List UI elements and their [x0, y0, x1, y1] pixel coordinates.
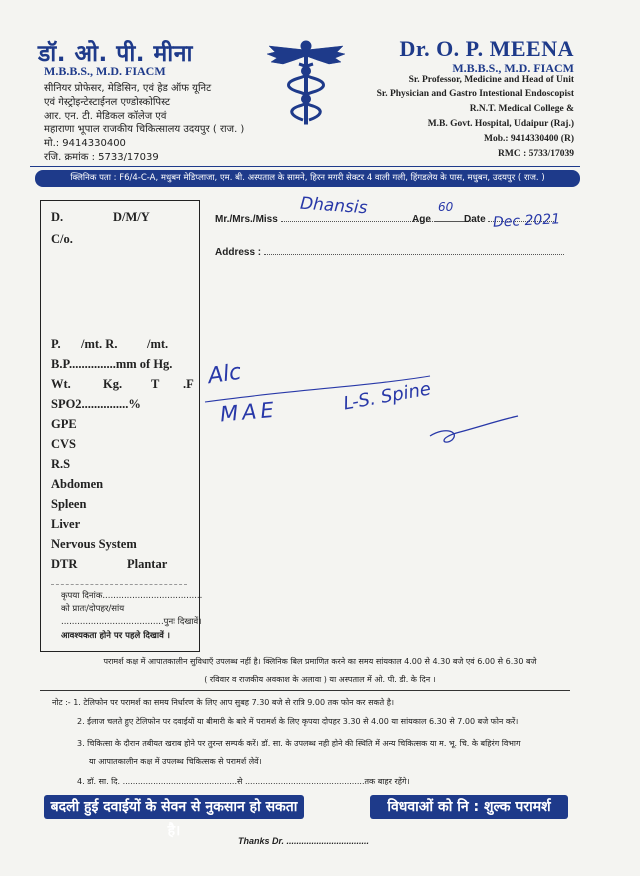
date-label: Date	[464, 214, 486, 225]
age-line	[434, 221, 466, 222]
degree-left: M.B.B.S., M.D. FIACM	[44, 64, 166, 78]
english-line-1: Sr. Professor, Medicine and Head of Unit	[408, 75, 574, 85]
exam-bp-label: B.P...............mm of Hg.	[51, 357, 173, 371]
warning-banner: बदली हुई दवाईयों के सेवन से नुकसान हो सकता है।	[44, 795, 304, 819]
examination-box	[40, 200, 203, 652]
handwritten-age: 60	[438, 200, 454, 214]
header-divider	[30, 166, 580, 167]
footer-divider	[40, 690, 570, 691]
hindi-line-registration: रजि. क्रमांक : 5733/17039	[44, 152, 159, 163]
note-3-continued: या आपातकालीन कक्ष में उपलब्ध चिकित्सक से परामर्श लेवें।	[89, 757, 262, 766]
handwritten-note-2: MAE	[219, 397, 279, 427]
exam-d-label: D.	[51, 210, 64, 224]
exam-pulse-label: P.	[51, 337, 61, 351]
hours-line-2: ( रविवार व राजकीय अवकाश के अलावा ) या अस्पताल में ओ. पी. डी. के दिन ।	[204, 675, 436, 684]
doctor-name-english: Dr. O. P. MEENA	[399, 36, 574, 61]
exam-spleen-label: Spleen	[51, 497, 87, 511]
handwritten-strokes	[200, 360, 520, 450]
address-label: Address :	[215, 247, 262, 258]
degree-right: M.B.B.S., M.D. FIACM	[452, 61, 574, 75]
thanks-line: Thanks Dr. .................................	[238, 836, 370, 846]
age-label: Age	[412, 214, 431, 225]
exam-pulse-unit: /mt. R.	[81, 337, 118, 351]
english-line-3: R.N.T. Medical College &	[469, 104, 574, 114]
exam-weight-label: Wt.	[51, 377, 71, 391]
exam-abdomen-label: Abdomen	[51, 477, 104, 491]
exam-temp-label: T	[151, 377, 160, 391]
note-3: 3. चिकित्सा के दौरान तबीयत खराब होने पर तुरन्त सम्पर्क करें। डॉ. सा. के उपलब्ध नही होने की स्थिति में अन्य चिकित्सक या म. भू. चि. के बहिरंग विभाग	[77, 739, 521, 748]
exam-nervous-label: Nervous System	[51, 537, 137, 551]
english-line-2: Sr. Physician and Gastro Intestional Endoscopist	[376, 89, 574, 99]
clinic-address-bar: क्लिनिक पता : F6/4-C-A, मधुबन मेडिप्लाजा, एम. बी. अस्पताल के सामने, हिरन मगरी सेक्टर 4 वाली गली, हिंगडलेय के पास, मधुबन, उदयपुर ( राज. )	[35, 170, 580, 187]
handwritten-patient-name: Dhansis	[299, 193, 369, 219]
exam-gpe-label: GPE	[51, 417, 77, 431]
exam-cvs-label: CVS	[51, 437, 77, 451]
note-2: 2. ईलाज चलते हुए टेलिफोन पर दवाईयों या बीमारी के बारे में परामर्श के लिए कृपया दोपहर 3.30 से 4.00 या सांयकाल 6.30 से 7.00 बजे फोन करें।	[77, 717, 519, 726]
followup-line-2: को प्रातः/दोपहर/सांय	[61, 604, 125, 614]
doctor-name-hindi: डॉ. ओ. पी. मीना	[38, 41, 193, 67]
handwritten-date: Dec 2021	[492, 211, 561, 231]
hindi-line-2: एवं गेस्ट्रोइन्टेस्टाईनल एण्डोस्कोपिस्ट	[44, 97, 171, 108]
exam-rs-label: R.S	[51, 457, 71, 471]
handwritten-note-3: L-S. Spine	[341, 378, 433, 415]
patient-name-label: Mr./Mrs./Miss	[215, 214, 278, 225]
hindi-line-4: महाराणा भूपाल राजकीय चिकित्सालय उदयपुर ( राज. )	[44, 124, 245, 135]
caduceus-logo	[265, 36, 347, 128]
hindi-line-1: सीनियर प्रोफेसर, मेडिसिन, एवं हेड ऑफ यूनिट	[44, 83, 212, 94]
english-line-4: M.B. Govt. Hospital, Udaipur (Raj.)	[427, 119, 574, 129]
exam-plantar-label: Plantar	[127, 557, 168, 571]
english-line-mobile: Mob.: 9414330400 (R)	[484, 134, 574, 144]
exam-dmy-label: D/M/Y	[113, 210, 150, 224]
exam-spo2-label: SPO2...............%	[51, 397, 141, 411]
handwritten-note-1: Alc	[206, 359, 243, 390]
followup-box	[51, 584, 203, 644]
exam-liver-label: Liver	[51, 517, 81, 531]
note-4: 4. डॉ. सा. दि. .............................................से ...............................................तक बाहर रहेंगे।	[77, 777, 410, 786]
address-field[interactable]	[215, 247, 564, 258]
exam-dtr-label: DTR	[51, 557, 78, 571]
followup-line-1: कृपया दिनांक.....................................	[61, 591, 203, 601]
exam-kg-label: Kg.	[103, 377, 123, 391]
exam-resp-unit: /mt.	[147, 337, 169, 351]
exam-co-label: C/o.	[51, 232, 73, 246]
note-1: नोट :- 1. टेलिफोन पर परामर्श का समय निर्धारण के लिए आप सुबह 7.30 बजे से रात्रि 9.00 तक फोन कर सकते है।	[52, 698, 395, 707]
age-field[interactable]	[412, 214, 466, 225]
followup-line-3: ......................................पुनः दिखावें।	[61, 617, 202, 627]
hindi-line-mobile: मो.: 9414330400	[44, 138, 126, 149]
english-line-registration: RMC : 5733/17039	[498, 149, 574, 159]
hours-line-1: परामर्श कक्ष में आपातकालीन सुविधाएँ उपलब्ध नहीं है। क्लिनिक बिल प्रमाणित करने का समय सांयकाल 4.00 से 4.30 बजे एवं 6.00 से 6.30 बजे	[103, 657, 537, 666]
exam-temp-unit: .F	[183, 377, 194, 391]
free-consult-banner: विधवाओं को नि : शुल्क परामर्श	[370, 795, 568, 819]
followup-line-4: आवश्यकता होने पर पहले दिखावें ।	[61, 631, 170, 641]
address-line	[264, 254, 564, 255]
hindi-line-3: आर. एन. टी. मेडिकल कॉलेज एवं	[44, 111, 167, 122]
